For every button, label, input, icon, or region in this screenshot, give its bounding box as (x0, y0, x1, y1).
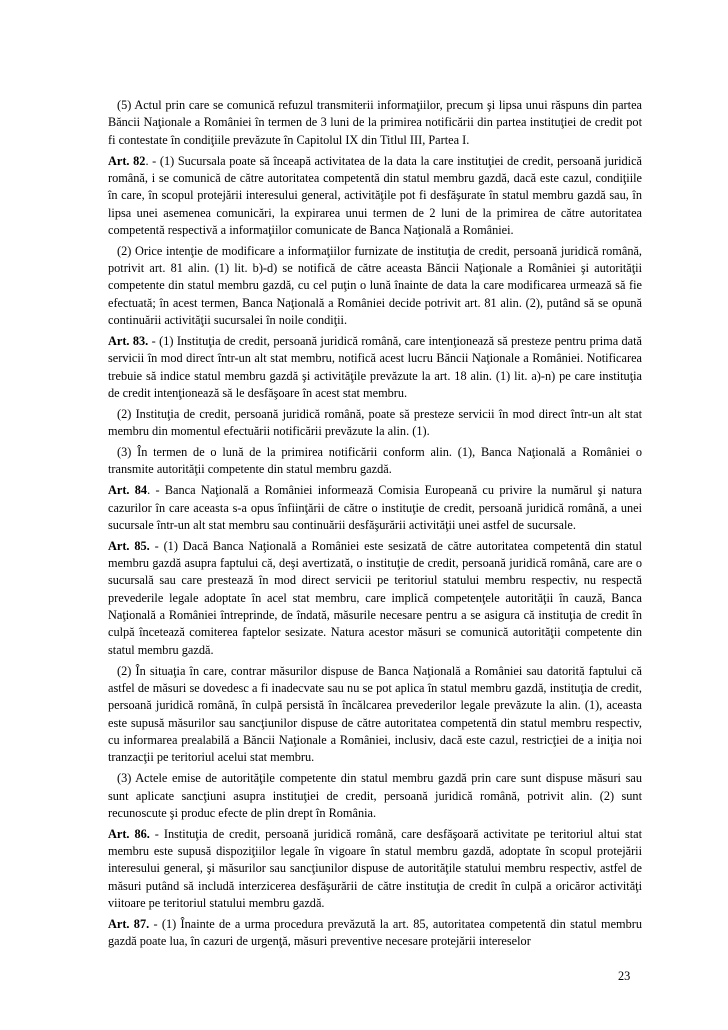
paragraph-art83-alin1 (108, 333, 642, 402)
article-label: Art. 86. (108, 826, 150, 841)
paragraph-art83-alin2 (108, 406, 642, 441)
paragraph-art81-alin5 (108, 97, 642, 149)
paragraph-art82-alin1 (108, 153, 642, 240)
article-label: Art. 82 (108, 153, 146, 168)
paragraph-art83-alin3 (108, 444, 642, 479)
article-label: Art. 87. (108, 916, 150, 931)
paragraph-art82-alin2 (108, 243, 642, 330)
paragraph-text: (2) În situaţia în care, contrar măsurilor dispuse de Banca Naţională a României sau datorită faptului că astfel de măsuri se dovedesc a fi inadecvate sau nu se pot aplica în statul membru gazdă, instituţia de credit, persoană juridică română, în culpă persistă în încălcarea prevederilor legale prevăzute la alin. (1), aceasta este supusă măsurilor sau sancţiunilor dispuse de către autoritatea competentă din statul membru respectiv, cu informarea prealabilă a Băncii Naţionale a României, inclusiv, dacă este cazul, restricţiei de a iniţia noi tranzacţii pe teritoriul acelui stat membru. (108, 663, 642, 765)
paragraph-art84 (108, 482, 642, 534)
article-label: Art. 84 (108, 483, 148, 498)
paragraph-art85-alin2 (108, 663, 642, 767)
article-label: Art. 83. (108, 333, 149, 348)
paragraph-text: (2) Orice intenţie de modificare a informaţiilor furnizate de instituţia de credit, persoană juridică română, potrivit art. 81 alin. (1) lit. b)-d) se notifică de către aceasta Băncii Naţionale a României şi autorităţii competente din statul membru gazdă, cu cel puţin o lună înainte de data la care modificarea urmează să fie efectuată; în acest termen, Banca Naţională a României decide potrivit art. 81 alin. (2), putând să se opună continuării activităţii sucursalei în noile condiţii. (108, 243, 642, 328)
paragraph-text: - Instituţia de credit, persoană juridică română, care desfăşoară activitate pe teritoriul altui stat membru este supusă dispoziţiilor legale în vigoare în statul membru gazdă, adoptate în scopul protejării interesului general, şi măsurilor sau sancţiunilor dispuse de autorităţile statului membru respectiv, astfel de măsuri putând să includă interzicerea desfăşurării de către instituţia de credit în culpă a oricăror activităţi viitoare pe teritoriul statului membru gazdă. (108, 826, 642, 911)
paragraph-art85-alin3 (108, 770, 642, 822)
document-body (108, 97, 642, 954)
page-number: 23 (618, 969, 631, 983)
paragraph-art85-alin1 (108, 538, 642, 659)
paragraph-text: - (1) Dacă Banca Naţională a României este sesizată de către autoritatea competentă din statul membru gazdă asupra faptului că, deşi avertizată, o instituţie de credit, persoană juridică română, care are o sucursală sau care prestează în mod direct servicii pe teritoriul statului membru respectiv, nu respectă prevederile legale adoptate în acel stat membru, care implică competenţele autorităţii în cauză, Banca Naţională a României întreprinde, de îndată, măsurile necesare pentru a se asigura că instituţia de credit în culpă încetează comiterea faptelor sesizate. Natura acestor măsuri se comunică autorităţii competente din statul membru gazdă. (108, 538, 642, 657)
article-label: Art. 85. (108, 538, 150, 553)
paragraph-text: - (1) Înainte de a urma procedura prevăzută la art. 85, autoritatea competentă din statul membru gazdă poate lua, în cazuri de urgenţă, măsuri preventive necesare protejării intereselor (108, 916, 643, 949)
paragraph-text: (3) În termen de o lună de la primirea notificării conform alin. (1), Banca Naţională a României o transmite autorităţii competente din statul membru gazdă. (108, 445, 642, 477)
paragraph-text: (3) Actele emise de autorităţile competente din statul membru gazdă prin care sunt dispuse măsuri sau sunt aplicate sancţiuni asupra instituţiei de credit, persoană juridică română, potrivit alin. (2) sunt recunoscute şi produc efecte de plin drept în România. (108, 771, 642, 820)
paragraph-art86 (108, 826, 642, 913)
paragraph-text: (2) Instituţia de credit, persoană juridică română, poate să presteze servicii în mod direct într-un alt stat membru din momentul efectuării notificării prevăzute la alin. (1). (108, 406, 642, 439)
paragraph-text: . - (1) Sucursala poate să înceapă activitatea de la data la care instituţiei de credit, persoană juridică română, i se comunică de către autoritatea competentă din statul membru gazdă, dacă este cazul, condiţiile în care, în scopul protejării interesului general, activităţile pot fi desfăşurate în statul membru gazdă sau, în lipsa unei asemenea comunicări, la expirarea unui termen de 2 luni de la primirea de către autoritatea competentă respectivă a informaţiilor comunicate de Banca Naţională a României. (108, 153, 642, 237)
paragraph-text: - (1) Instituţia de credit, persoană juridică română, care intenţionează să presteze pentru prima dată servicii în mod direct într-un alt stat membru, notifică acest lucru Băncii Naţionale a României. Notificarea trebuie să indice statul membru gazdă şi activităţile prevăzute la art. 18 alin. (1) lit. a)-n) pe care instituţia de credit intenţionează să le desfăşoare în acest stat membru. (108, 333, 643, 400)
paragraph-text: . - Banca Naţională a României informează Comisia Europeană cu privire la numărul şi natura cazurilor în care aceasta s-a opus înfiinţării de către o instituţie de credit, persoană juridică română, a unei sucursale într-un alt stat membru sau continuării desfăşurării activităţii unei astfel de sucursale. (108, 483, 642, 532)
paragraph-art87-alin1 (108, 916, 642, 951)
paragraph-text: (5) Actul prin care se comunică refuzul transmiterii informaţiilor, precum şi lipsa unui răspuns din partea Băncii Naţionale a României în termen de 3 luni de la primirea notificării din partea instituţiei de credit pot fi contestate în condiţiile prevăzute în Capitolul IX din Titlul III, Partea I. (108, 98, 642, 147)
